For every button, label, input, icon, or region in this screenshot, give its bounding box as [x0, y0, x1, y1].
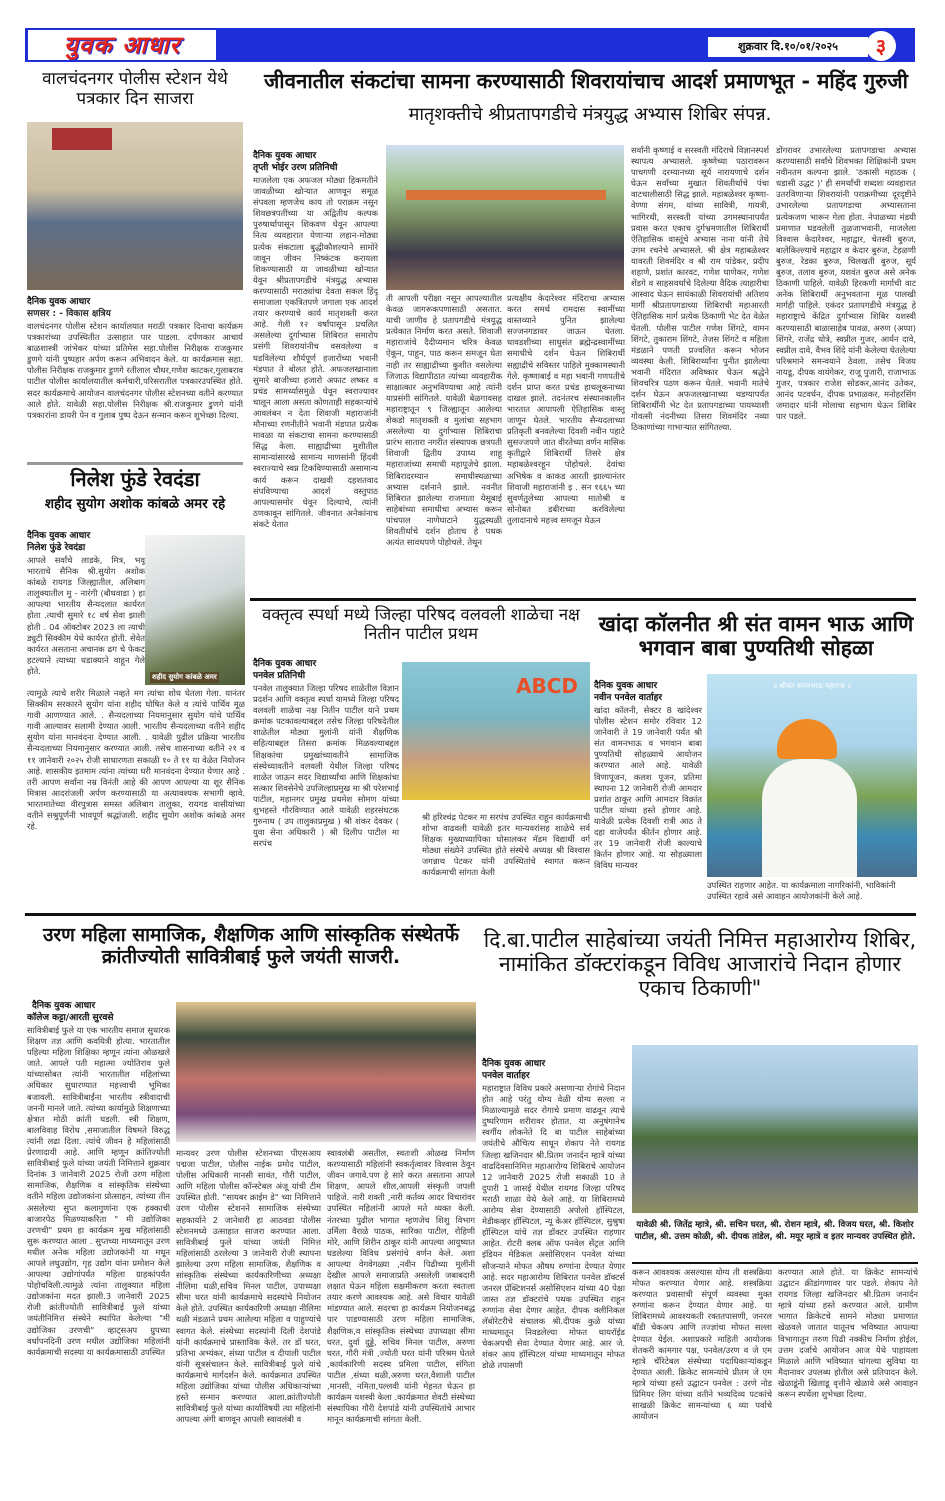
saint-turban [777, 719, 837, 759]
speech-photo [402, 662, 590, 800]
martyr-body-top: आपले सर्वांचे लाडके, मित्र, भवू भारताचे सैनिक श्री.सुयोग अशोक कांबळे रायगड जिल्ह्यातील, अलिबाग तालुक्यातील मु - नारंगी (बौधवाडा ) हा आपल्या भारतीय सैन्यदलात कार्यरत होता .त्याची सुमारे १८ वर्ष सेवा झाली होती . 04 ऑक्टोबर 2023 ला त्याची ड्युटी सिक्कीम येथे कार्यरत होती. सेवेत कार्यरत असताना अचानक ढग चे फेकट हटल्याने त्याच्या धडाक्याने वाहून गेले होते. [27, 555, 145, 676]
main-subhead: मातृशक्तीचे श्रीप्रतापगडीचे मंत्रयुद्ध अभ्यास शिबिर संपन्न. [408, 104, 772, 125]
saint-figure [762, 759, 857, 877]
health-byline: पनवेल वार्ताहर [482, 1071, 530, 1081]
health-photo-caption: यावेळी श्री. जितेंद्र म्हात्रे, श्री. सचिन घरत, श्री. रोशन म्हात्रे, श्री. विजय घरत, श्री. किशोर पाटील, श्री. उत्तम कोळी, श्री. दीपक तांडेल, श्री. मयूर म्हात्रे व इतर मान्यवर उपस्थित होते. [634, 1220, 916, 1242]
walchand-body: वालचंदनगर पोलीस स्टेशन कार्यालयात मराठी पत्रकार दिनाचा कार्यक्रम पत्रकारांच्या उपस्थितीत उत्साहात पार पाडला. दर्पणकार आचार्य बाळशास्त्री जांभेकर यांच्या प्रतिमेस सहा.पोलीस निरीक्षक राजकुमार डुणगे यांनी पुष्पहार अर्पण करून अभिवादन केले. या कार्यक्रमास सहा. पोलीस निरीक्षक राजकुमार डुणगे रतीलाल चौधर,गणेश काटकर,गुलाबराव पाटील पोलीस कार्यालयातील कर्मचारी,परिसरातील पत्रकारउपस्थित होते. सदर कार्यक्रमाचे आयोजन वालचंदनगर पोलीस स्टेशनच्या वतीने करण्यात आले होते. यावेळी सहा.पोलीस निरीक्षक श्री.राजकुमार डुणगे यांनी पत्रकारांना डायरी पेन व गुलाब पुष्प देऊन सन्मान करून शुभेच्छा दिल्या. [27, 321, 243, 420]
speech-paper: दैनिक युवक आधार [253, 659, 317, 669]
walchand-photo [27, 122, 243, 290]
soldier-photo [145, 535, 245, 685]
caption-rule [632, 1262, 918, 1264]
health-paper: दैनिक युवक आधार [482, 1059, 546, 1069]
speech-headline: वक्तृत्व स्पर्धा मध्ये जिल्हा परिषद वलवली शाळेचा नक्ष नितीन पाटील प्रथम [262, 605, 580, 643]
martyr-subhead: शहीद सुयोग अशोक कांबळे अमर रहे [44, 496, 226, 512]
walchand-paper: दैनिक युवक आधार [27, 297, 91, 307]
section-rule [250, 598, 916, 601]
khanda-body: खांदा कॉलनी, सेक्टर 8 खांदेश्वर पोलीस स्टेशन समोर रविवार 12 जानेवारी ते 19 जानेवारी पर्यंत श्री संत वामनभाऊ व भगवान बाबा पुण्यतिथी सोहळ्याचे आयोजन करण्यात आले आहे. यावेळी विणापूजन, कलश पूजन, प्रतिमा स्थापना 12 जानेवारी रोजी आमदार प्रशांत ठाकूर आणि आमदार विक्रांत पाटील यांच्या हस्ते होणार आहे. यावेळी प्रत्येक दिवशी रात्री आठ ते दहा वाजेपर्यंत कीर्तन होणार आहे. तर 19 जानेवारी रोजी काल्याचे किर्तन होणार आहे. या सोहळ्याला विविध मान्यवर [594, 705, 702, 871]
martyr-headline: निलेश फुंडे रेवदंडा [70, 467, 200, 491]
main-col-1: माजलेला एक अफजल मोठ्या हिकमतीने जावळीच्या खोऱ्यात आणवून समूळ संपवला म्हणजेच काय तो पराक्रम नसून शिवछत्रपतींच्या या अद्वितीय कल्पक पुरुषार्थापासून शिकवण घेवून आपल्या नित्य व्यवहारात येणाऱ्या लहान-मोठ्या प्रत्येक संकटाला बुद्धीकौशल्याने सामोरे जावून जीवन निष्कंटक करायला शिकण्यासाठी या जावळीच्या खोऱ्यात येवून श्रीप्रतापगडीचे मंत्रयुद्ध अभ्यास करण्यासाठी मराठ्यांचा देवता सकल हिंदू समाजाला एकत्रितपणे जगाला एक आदर्श तयार करण्याचे कार्य मातृशक्ती करत आहे. गेली १२ वर्षांपासून प्रचलित असलेल्या दुर्गाभ्यास शिबिरात समारोप प्रसंगी शिवरायांनीच वसवलेल्या व घडविलेल्या शौर्यपूर्ण हजारोंच्या भवानी मंडपात ते बोलत होते. अफजलखानाला सुमारे बाजीच्या हजारो अफाट लष्कर व प्रचंड सामर्थ्यासमुळे घेवून स्वराज्यावर चालून आला असता कोणताही सहकाऱ्यांचे आवलंबन न देता शिवाजी महाराजांनी मौनाच्या रणनीतीने भवानी मंडपात प्रत्येक मावळा या संकटाचा सामना करण्यासाठी सिद्ध केला. साह्याद्रीच्या मुशीतील सामान्यांसारखे सामान्य माणसांनी हिंदवी स्वराज्याचे स्वप्न टिकविण्यासाठी असामान्य कार्य करून दाखवी दहशतवाद संपविण्याचा आदर्श वस्तुपाठ आपल्यासमोर घेवून दिल्याचे, त्यांनी ठणकावून सांगितले. जीवनात अनेकांनाच संकटे येतात [253, 175, 378, 529]
walchand-headline: वालचंदनगर पोलीस स्टेशन येथे पत्रकार दिन साजरा [42, 69, 228, 109]
health-headline: दि.बा.पाटील साहेबांच्या जयंती निमित्त महाआरोग्य शिबिर, नामांकित डॉक्टरांकडून विविध आजारांचे निदान होणार एकाच ठिकाणी" [483, 928, 917, 1001]
health-group-photo [632, 1045, 918, 1213]
issue-date: शुक्रवार दि.१०/०१/२०२५ [708, 37, 868, 57]
speech-byline: पनवेल प्रतिनिधी [253, 671, 306, 681]
khanda-caption: उपस्थित राहणार आहेत. या कार्यक्रमाला नागरिकांनी, भाविकांनी उपस्थित रहावे असे आवाहन आयोजकांनी केले आहे. [707, 880, 896, 902]
savitri-group-photo [176, 1002, 476, 1142]
divider [27, 462, 243, 465]
walchand-byline: सणसर : - विकास क्षत्रिय [27, 309, 111, 319]
khanda-headline: खांदा कॉलनीत श्री संत वामन भाऊ आणि भगवान बाबा पुण्यतिथी सोहळा [598, 612, 914, 661]
martyr-byline: निलेश फुंडे रेवदंडा [27, 543, 86, 553]
savitri-headline: उरण महिला सामाजिक, शैक्षणिक आणि सांस्कृतिक संस्थेतर्फे क्रांतीज्योती सावित्रीबाई फुले जयंती साजरी. [42, 924, 460, 968]
savitri-paper: दैनिक युवक आधार [32, 1001, 96, 1011]
main-col-4: सर्वांनी कृष्णाई व सरस्वती मंदिराचे विज्ञानस्पर्श स्थापत्य अभ्यासले. कृष्णेच्या पठारावरून पाचगणी दरम्यानच्या सूर्य नारायणाचे दर्शन घेऊन सर्वांच्या मुखात शिवतीर्थाचे पंचा वाटचालीसाठी सिद्ध झाले. महाबळेश्वर कृष्णा-वेण्णा संगम, यांच्या सावित्री, गायत्री, भागिरथी, सरस्वती यांच्या उगमस्थानापर्यंत प्रवास करत एकाच दुर्गभ्रमणातील शिबिरार्थी ऐतिहासिक वास्तूंचे अभ्यास नाना यांनी तेथे उगम रचनेचे अभ्यासले. श्री क्षेत्र महाबळेश्वर यावरती शिवमंदिर व श्री राम पांडेकर, प्रदीप शहाणे, प्रशांत कारवट, गणेश घाणेकर, गणेश शेंडगे व साहसवर्धाचे दिलेल्या वैदिक त्याहारीचा आस्वाद घेऊन सायंकाळी शिवरायांची अतिशय मार्गी श्रीप्रतापगडाच्या शिबिराची महाआरती ऐतिहासिक मार्ग प्रत्येक ठिकाणी भेट देत वेळेत घेतली. पोलीस पाटील गणेश शिंगटे, वामन शिंगटे, तुकाराम शिंगटे, तेजस शिंगटे व महिला मंडळाने पणती प्रज्वलित करून भोजन व्यवस्था केली. शिबिरार्थ्यांना पुनीत झालेल्या भवानी मंदिरात अविष्कार घेऊन श्रद्धेने शिवचरित्र पठण करून घेतले. भवानी मातेचे दर्शन घेऊन अफजलखानाच्या थडग्यापर्यंत शिबिरार्थींनी भेट देत प्रतापगडाच्या पायथ्याशी गोवत्सी नंदनीच्या तिसरा शिवमंदिर नव्या ठिकाणांच्या गाभाऱ्यात सांगितल्या. [631, 145, 769, 433]
khanda-byline: नवीन पनवेल वार्ताहर [594, 693, 663, 703]
saint-portrait [707, 674, 917, 877]
soldier-photo-caption: शहीद सुयोग कांबळे अमर [152, 673, 217, 681]
main-col-5: डोंगरावर उभारलेल्या प्रतापगडाचा अभ्यास करण्यासाठी सर्वांचे शिवभक्त शिक्षिकांनी प्रथम नवीनतम कल्पना झाले. 'ठकासी महाठक ( धडासी उद्धट )' ही समर्थांची शब्दशः व्यवहारात उतरविणाऱ्या शिवरायांनी पराक्रमीच्या दूरदृष्टीने उभारलेल्या प्रतापगडाचा अभ्यासताना प्रत्येकजण भारून गेला होता. नेपाळच्या मंडयी प्रमाणात घडवलेली तुळजाभवानी, माजलेला विश्वास केदारेश्वर, महाद्वार, चेतस्वी बुरुज, बालेकिल्ल्याचे महाद्वार व केदार बुरुज, टेहळणी बुरुज, रेडका बुरुज, चिलखती बुरुज, सूर्य बुरुज, तलाव बुरुज, यशवंत बुरुज असे अनेक ठिकाणी पाहिले. यावेळी हिरकणी मार्गाची वाट अनेक शिबिरार्थी अनुभवताना मूळ पालखी मार्गही पाहिले. एकंदर प्रतापगडीचे मंत्रयुद्ध हे महाराष्ट्राचे केंद्रित दुर्गाभ्यास शिबिर यशस्वी करण्यासाठी बाळासाहेब पावळ, अरुण (अप्पा) शिंगरे, राजेंद्र धोत्रे, स्वप्नील गुजर, आर्यन दावे, स्वप्नील दावे, वैभव शिंदे यांनी केलेल्या घेतलेल्या परिश्रमाने समन्वयाने ठेवला. तसेच विजय नायडू, दीपक वायंगेकर, राजू पुजारी, राजाभाऊ गुजर, पत्रकार राजेश सोडकर,आनंद उतेकर, आनंद पटवर्धन, दीपक प्रभाळकर, मनोहरसिंग जमादार यांनी मोलाचा सहभाग घेऊन शिबिर पार पडले. [776, 145, 916, 422]
section-rule [25, 913, 916, 916]
main-col-3: प्रत्यक्षीय केदारेश्वर मंदिराचा अभ्यास करत समर्थ रामदास स्वामींच्या वास्तव्याने पुनित झालेल्या सज्जनगडावर जाऊन घेतला. धावडशीच्या साधुसंत ब्रह्मेन्द्रस्वामींच्या समाधीचे दर्शन घेऊन शिबिरार्थी सह्याद्रीचे सविस्तर पाहिले मुक्कामस्थानी गेले. कृष्णाबाई व महा भवानी गणपतीचे दर्शन प्राप्त करत प्रचंड हाथलूकनाच्या दाखल झाले. तदनंतरच संस्थानकालीन भारतात आपापली ऐतिहासिक वास्तू जाणून घेतले. भारतीय सैन्यदलाच्या प्रतिकृती बनवलेल्या दिवशी नवीन पहाटे सुसज्जपणे जात वीरतेच्या वर्णन मासिक कृतीद्वारे शिबिरार्थी तिसरे क्षेत्र महाबळेश्वरहून पोहोचले. देवांचा अभिषेक व काकड आरती झाल्यानंतर शिवाजी महाराजांनी इ . सन १६६५ च्या सुवर्णतुलेच्या आपल्या मातोश्री व सोनोबत डबीराच्या करविलेल्या तुलादानाचे महत्त्व समजून घेऊन [507, 293, 625, 525]
savitri-col-3: स्वावलंबी असतील, स्वतःशी ओळख निर्माण करण्यासाठी महिलांनी स्वकर्तृत्वावर विश्वास ठेवून जीवन जगावे.पण हे सारे करत असताना आपले शिक्षण, आपले शील,आपली संस्कृती जपली पाहिजे. नारी शक्ती ,नारी कर्तव्य आदर विचारांवर उपस्थित महिलांनी आपले मते व्यक्त केली. नंतरच्या पुढील भागात म्हणजेच शिशु विभाग उर्मिला वैराळे पाठक, सारिका पाटील, रोहिणी मोरे, आणि शिरीन ठाकूर यांनी आपल्या आयुष्यात घडलेल्या विविध प्रसंगांचे वर्णन केले. अशा आपल्या वेगवेगळ्या ,नवीन पिढीच्या मुलींनी देखील आपले समाजाप्रति असलेली जबाबदारी लक्षात घेऊन महिला सक्षमीकरण करता स्वतःला तयार करणे आवश्यक आहे. असे विचार यावेळी मांडण्यात आले. सदरचा हा कार्यक्रम नियोजनबद्ध पार पाडण्यासाठी उरण महिला सामाजिक, शैक्षणिक,व सांस्कृतिक संस्थेच्या उपाध्यक्षा सीमा घरत, दुर्वा दुड्डे, सचिव मिनल पाटील, अरुणा घरत, गौरी मंत्री ,ज्योती घरत यांनी परिश्रम घेतले ,कार्यकारिणी सदस्य प्रमिला पाटील, संगिता पाटील ,संध्या थळी,अरुणा घरत,वैशाली पाटील ,मानसी, नमिता,पल्लवी यांनी मेहनत घेऊन हा कार्यक्रम यशस्वी केला .कार्यक्रमात शेवटी संस्थेच्या संस्थापिका गौरी देशपांडे यांनी उपस्थितांचे आभार मानून कार्यक्रमाची सांगता केली. [327, 1148, 475, 1425]
savitri-byline: कॉलेज कट्टा/आरती सुरवसे [27, 1013, 114, 1023]
main-paper: दैनिक युवक आधार [253, 151, 317, 161]
savitri-col-2: मान्यवर उरण पोलीस स्टेशनच्या पीएसआय पद्मजा पाटील, पोलीस नाईक प्रमोद पाटील, पोलीस अधिकारी मानसी सावंत, गौरी पाटील, आणि महिला पोलीस कॉन्स्टेबल अंजू यांची टीम उपस्थित होती. "सायबर क्राईम डे" च्या निमित्ताने उरण पोलीस स्टेशनने सामाजिक संस्थेच्या सहकार्याने 2 जानेवारी हा आठवडा पोलीस स्टेशनमध्ये उत्साहात साजरा करण्यात आला. सावित्रीबाई फुले यांच्या जयंती निमित्त महिलांसाठी ठरलेल्या 3 जानेवारी रोजी स्थापना झालेल्या उरण महिला सामाजिक, शैक्षणिक व सांस्कृतिक संस्थेच्या कार्यकारिणीच्या अध्यक्षा नीलिमा थळी,सचिव मिनल पाटील, उपाध्यक्षा सीमा घरत यांनी कार्यक्रमाचे सदस्यांचे नियोजन केले होते. उपस्थित कार्यकारिणी अध्यक्षा नीलिमा थळी मंडळाने प्रथम आलेल्या महिला व पाहुण्यांचे स्वागत केले. संस्थेच्या सदस्यांनी दिली देशपांडे यांनी कार्यक्रमाचे प्रास्ताविक केले. तर डॉ घरत, प्रतिभा अभ्यंकर, संध्या पाटील व दीपाली पाटील यांनी सूत्रसंचालन केले. सावित्रीबाई फुले यांचे कार्यक्रमाचे मार्गदर्शन केले. कार्यक्रमात उपस्थित महिला उद्योजिका यांच्या पोलीस अधिकाऱ्यांच्या हस्ते सन्मान करण्यात आला.क्रांतीज्योती सावित्रीबाई फुले यांच्या कार्याविषयी त्या महिलांनी आपल्या अंगी बाणवून आपली स्वावलंबी व [176, 1148, 321, 1425]
speech-caption: श्री हरिश्चंद्र पेटकर मा सरपंच उपस्थित राहून कार्यक्रमाची शोभा वाढवली यावेळी इतर मान्यवरांसह शाळेचे सर्व शिक्षक मुख्याध्यापिका घोसालकर मॅडम विद्यार्थी वर्ग मोठ्या संख्येने उपस्थित होते संस्थेचे अध्यक्ष श्री विश्वास जगन्नाथ पेटकर यांनी उपस्थितांचे स्वागत करून कार्यक्रमाची सांगता केली [422, 812, 590, 878]
photo-banner [406, 190, 606, 200]
shibir-group-photo [386, 145, 624, 290]
martyr-paper: दैनिक युवक आधार [27, 531, 91, 541]
health-col-3: करण्यात आले होते. या क्रिकेट सामन्यांचे उद्घाटन क्रीडांगणावर पार पडले. शेकाप नेते रायगड जिल्हा खजिनदार श्री.प्रितम जनार्दन म्हात्रे यांच्या हस्ते करण्यात आले. ग्रामीण भागात क्रिकेटचे सामने मोठ्या प्रमाणात खेळवले जातात यातूनच भविष्यात आपल्या विभागातून तरुण पिढी नक्कीच निर्माण होईल, उत्तम दर्जाचे आयोजन आज येथे पाहायला मिळाले आणि भविष्यात चांगल्या सुविधा या मैदानावर उपलब्ध होतील असे प्रतिपादन केले. खेळाडूंनी खिलाडू वृत्तीने खेळावे असे आवाहन करून स्पर्धेला शुभेच्छा दिल्या. [778, 1267, 918, 1400]
main-col-2: ती आपली परीक्षा नसून आपल्यातील केवळ जागरूकपणासाठी असतात. याची जाणीव हे प्रतापगडीचे मंत्रयुद्ध प्रत्येकात निर्माण करत असते. शिवाजी महाराजांचे दैदीप्यमान चरित्र केवळ ऐकून, पाहून, पाठ करून समजून घेता नाही तर साह्याद्रीच्या कुशीत वसलेल्या जिजाऊ विद्यापीठात त्यांच्या व्यवहारीक साक्षात्कार अनुभविण्याचा आहे त्यांनी याप्रसंगी सांगितले. यावेळी बेळगावसह महाराष्ट्रातून ९ जिल्ह्यातून आलेल्या शेकडो मातृशक्ती व मुलांचा सहभाग असलेल्या या दुर्गाभ्यास शिबिराचा प्रारंभ सातारा नगरीत संस्थापक छत्रपती शिवाजी द्वितीय उपाध्य शाहू महाराजांच्या समाधी महापूजेचे झाला. शिबिरादरम्यान समाधीस्थळाच्या अभ्यास दर्शनाने झाले. नवनीत शिबिरात झालेल्या राजमाता येसूबाई साहेबांच्या समाधीचा अभ्यास करून पांचपाल नाणेघाटाने युद्धस्थळी शिवतीर्थाचे दर्शन होताच हे पथक अत्यंत सावधपणे पोहोचले. तेथून [386, 293, 502, 548]
page-number: ३ [866, 31, 896, 61]
savitri-col-1: सावित्रीबाई फुले या एक भारतीय समाज सुधारक शिक्षण तज्ञ आणि कवयित्री होत्या. भारतातील पहिल्या महिला शिक्षिका म्हणून त्यांना ओळखले जाते. आपले पती महात्मा ज्योतिराव फुले यांच्यासोबत त्यांनी भारतातील महिलांच्या अधिकार सुधारण्यात महत्त्वाची भूमिका बजावली. सावित्रीबाईंना भारतीय स्त्रीवादाची जननी मानले जाते. त्यांच्या कार्यामुळे शिक्षणाच्या क्षेत्रात मोठी क्रांती घडली. स्त्री शिक्षण, बालविवाह विरोध ,समाजातील विषमते विरुद्ध त्यांनी लढा दिला. त्यांचे जीवन हे महिलांसाठी प्रेरणादायी आहे. आणि म्हणून क्रांतिज्योती सावित्रीबाई फुले यांच्या जयंती निमित्ताने शुक्रवार दिनांक 3 जानेवारी 2025 रोजी उरण महिला सामाजिक, शैक्षणिक व सांस्कृतिक संस्थेच्या वतीने महिला उद्योजकांना प्रोत्साहन, त्यांच्या तीन असलेल्या सुप्त कलागुणांना एक हक्काची बाजारपेठ मिळण्याकरिता " मी उद्योजिका उरणची" प्रथम हा कार्यक्रम मुख महिलांसाठी सुरू करण्यात आला . सुप्तच्या माध्यमातून उरण मधील अनेक महिला उद्योजकांनी या मधून आपले लघुउद्योग, गृह उद्योग यांना प्रमोशन केले आपल्या उद्योगांपर्यंत महिला ग्राहकांपर्यंत पोहोचविली.त्यामुळे त्यांना तालुक्यात महिला उद्योजकांना मदत झाली.3 जानेवारी 2025 रोजी क्रांतीज्योती सावित्रीबाई फुले यांच्या जयंतीनिमित्त संस्थेने स्थापित केलेल्या "मी उद्योजिका उरणची" व्हाट्सअप ग्रुपच्या वर्धापनदिनी उरण मधील उद्योजिका महिलांनी कार्यक्रमाची सदस्या या कार्यक्रमासाठी उपस्थित [27, 1025, 170, 1357]
newspaper-logo: युवक आधार [28, 30, 216, 60]
portrait-banner: ॥ श्रीसंत वामनभाऊ महाराज ॥ [772, 682, 852, 690]
martyr-body-bottom: त्यामुळे त्याचे शरीर मिळाले नव्हते मग त्यांचा शोध घेतला गेला. यानंतर सिक्कीम सरकारने सुयोग यांना शहीद घोषित केले व त्यांचे पार्थिव मूळ गावी आणण्यात आले. . सैन्यदलाच्या नियमानुसार सुयोग यांचे पार्थिव गावी आल्यावर सलामी देण्यात आली. भारतीय सैन्यदलाच्या वतीने शहीद सुयोग यांना मानवंदना देण्यात आली. . यावेळी पुढील प्रक्रिया भारतीय सैन्यदलाच्या नियमानुसार करण्यात आली. तसेच शासनाच्या वतीने २१ व ११ जानेवारी २०२५ रोजी साधारणता सकाळी १० ते ११ या वेळेत नियोजन आहे. शासकीय इतमाम त्यांना त्यांच्या घरी मानवंदना देण्यात येणार आहे . तरी आपण सर्वांना नम्र विनंती आहे की आपण आपल्या या शूर सैनिक मित्रास आदरांजली अर्पण करण्यासाठी या अत्यावश्यक सभागी व्हावे. भारतमातेच्या वीरपुत्रास समस्त अलिबाग तालुका, रायगड वासीयांच्या वतीने सश्रुपूर्णनी भावपूर्ण श्रद्धांजली. शहीद सुयोग अशोक कांबळे अमर रहे. [27, 688, 245, 832]
health-col-1: महाराष्ट्रात विविध प्रकारे असणाऱ्या रोगांचे निदान होत आहे परंतु योग्य वेळी योग्य सल्ला न मिळाल्यामुळे सदर रोगाचे प्रमाण वाढवून त्याचे दुष्परिणाम शरीरावर होतात. या अनुषंगानेच स्वर्गीय लोकनेते दि बा पाटील साहेबांच्या जयंतीचे औचित्य साधून शेकाप नेते रायगड जिल्हा खजिनदार श्री.प्रितम जनार्दन म्हात्रे यांच्या वाढदिवसानिमित्त महाआरोग्य शिबिराचे आयोजन 12 जानेवारी 2025 रोजी सकाळी 10 ते दुपारी 1 जासई येथील रायगड जिल्हा परिषद मराठी शाळा येथे केले आहे. या शिबिरामध्ये आरोग्य सेवा देण्यासाठी अपोलो हॉस्पिटल, मेडीकव्हर हॉस्पिटल, न्यू केअर हॉस्पिटल, सुश्रुषा हॉस्पिटल यांचे तज्ञ डॉक्टर उपस्थित राहणार आहेत. रोटरी क्लब ऑफ पनवेल सेंट्रल आणि इंडियन मेडिकल असोसिएशन पनवेल यांच्या सौजन्याने मोफत औषध रुग्णांना देण्यात येणार आहे. सदर महाआरोग्य शिबिरात पनवेल डॉक्टर्स जनरल प्रॅक्टिशनर्स असोसिएशन यांच्या 40 पेक्षा जास्त तज्ञ डॉक्टरांचे पथक उपस्थित राहून रुग्णांना सेवा देणार आहेत. दीपक क्लीनिकल लॅबोरेटरीचे संचालक श्री.दीपक कुळे यांच्या माध्यमातून निवडलेल्या मोफत थायरॉईड चेकअपची सेवा देण्यात येणार आहे. आर जे. शंकर आय हॉस्पिटल यांच्या माध्यमातून मोफत डोळे तपासणी [482, 1083, 625, 1371]
health-col-2: करून आवश्यक असल्यास योग्य ती शस्त्रक्रिया मोफत करण्यात येणार आहे. शस्त्रक्रिया करण्यात प्रवासाची संपूर्ण व्यवस्था मुक्त रुग्णांना करून देण्यात येणार आहे. या शिबिरामध्ये आवश्यकती रक्ततपासणी, जनरल बॉडी चेकअप आणि तज्ज्ञांचा मोफत सल्ला देण्यात येईल. अशाप्रकारे माहिती आयोजक शेतकरी कामगार पक्ष, पनवेल/उरण व जे एम म्हात्रे चॅरिटेबल संस्थेच्या पदाधिकाऱ्यांकडून देण्यात आली. क्रिकेट सामन्यांचे प्रीतम जे एम म्हात्रे यांच्या हस्ते उद्घाटन पनवेल : उरणे नोड प्रिमियर लिग यांच्या वतीने भव्यदिव्य पटकांचे साखळी क्रिकेट सामन्यांच्या ६ व्या पर्वाचे आयोजन [632, 1267, 772, 1422]
banner-in-photo [52, 128, 112, 150]
speech-body: पनवेल तालुक्यात जिल्हा परिषद शाळेतील विज्ञान प्रदर्शन आणि वक्तृत्व स्पर्धा यामध्ये जिल्हा परिषद वलवली शाळेचा नक्ष नितीन पाटील याने प्रथम क्रमांक पटकावल्याबद्दल तसेच जिल्हा परिषदेतील शाळेतील मोठ्या मुलांनी यांनी शैक्षणिक सहित्याबद्दल तिसरा क्रमांक मिळवल्याबद्दल शिक्षकांचा प्रमुखांच्यावतीने सामाजिक संस्थेच्यावतीने वलवली येथील जिल्हा परिषद शाळेत जाऊन सदर विद्यार्थ्यांचा आणि शिक्षकांचा सत्कार शिवसेनेचे उपजिल्हाप्रमुख मा श्री परेशभाई पाटील, महानगर प्रमुख प्रथमेश सोमण यांच्या शुभहस्ते गौरविण्यात आले यावेळी शहरसंघटक गुरुनाथ ( उप तालुकाप्रमुख ) श्री शंकर देवकर ( युवा सेना अधिकारी ) श्री दिलीप पाटील मा सरपंच [253, 683, 399, 849]
khanda-paper: दैनिक युवक आधार [594, 681, 658, 691]
main-byline: तृप्ती भोईर उरण प्रतिनिधी [253, 163, 338, 173]
abcd-wall-text: ABCD [515, 674, 578, 698]
main-headline: जीवनातील संकटांचा सामना करण्यासाठी शिवरायांचाच आदर्श प्रमाणभूत - महिंद गुरुजी [264, 69, 908, 93]
